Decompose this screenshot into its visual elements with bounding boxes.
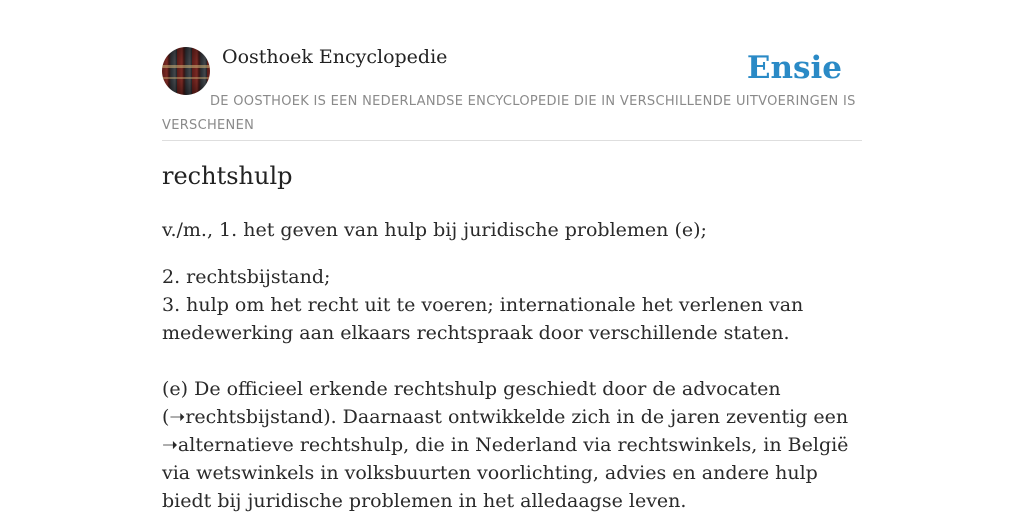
note-text-end: , die in Nederland via rechtswinkels, in België via wetswinkels in volksbuurten voorlichting, advies en andere hulp biedt bij juridische problemen in het alledaagse leven. — [162, 434, 849, 512]
brand-logo[interactable]: Ensie — [746, 50, 842, 86]
definition-3-line: 3. hulp om het recht uit te voeren; internationale het verlenen van medewerking aan elkaars rechtspraak door verschillende staten. — [162, 294, 804, 344]
xref-link-rechtsbijstand[interactable]: ➝rechtsbijstand — [169, 406, 324, 428]
site-header — [162, 44, 862, 141]
entry-note — [162, 375, 862, 515]
source-name-link[interactable]: Oosthoek Encyclopedie — [222, 46, 448, 68]
note-text-mid: ). Daarnaast ontwikkelde zich in de jaren zeventig een — [323, 406, 849, 428]
xref-link-alternatieve-rechtshulp[interactable]: ➝alternatieve rechtshulp — [162, 434, 404, 456]
definition-2-line: 2. rechtsbijstand; — [162, 266, 331, 288]
definition-2 — [162, 263, 862, 347]
source-avatar[interactable] — [162, 47, 210, 95]
entry-title: rechtshulp — [162, 162, 293, 190]
source-description: DE OOSTHOEK IS EEN NEDERLANDSE ENCYCLOPEDIE DIE IN VERSCHILLENDE UITVOERINGEN IS VERSCHENEN — [162, 94, 856, 133]
definition-1: v./m., 1. het geven van hulp bij juridische problemen (e); — [162, 219, 707, 241]
note-text-start: (e) De officieel erkende rechtshulp geschiedt door de advocaten ( — [162, 378, 781, 428]
